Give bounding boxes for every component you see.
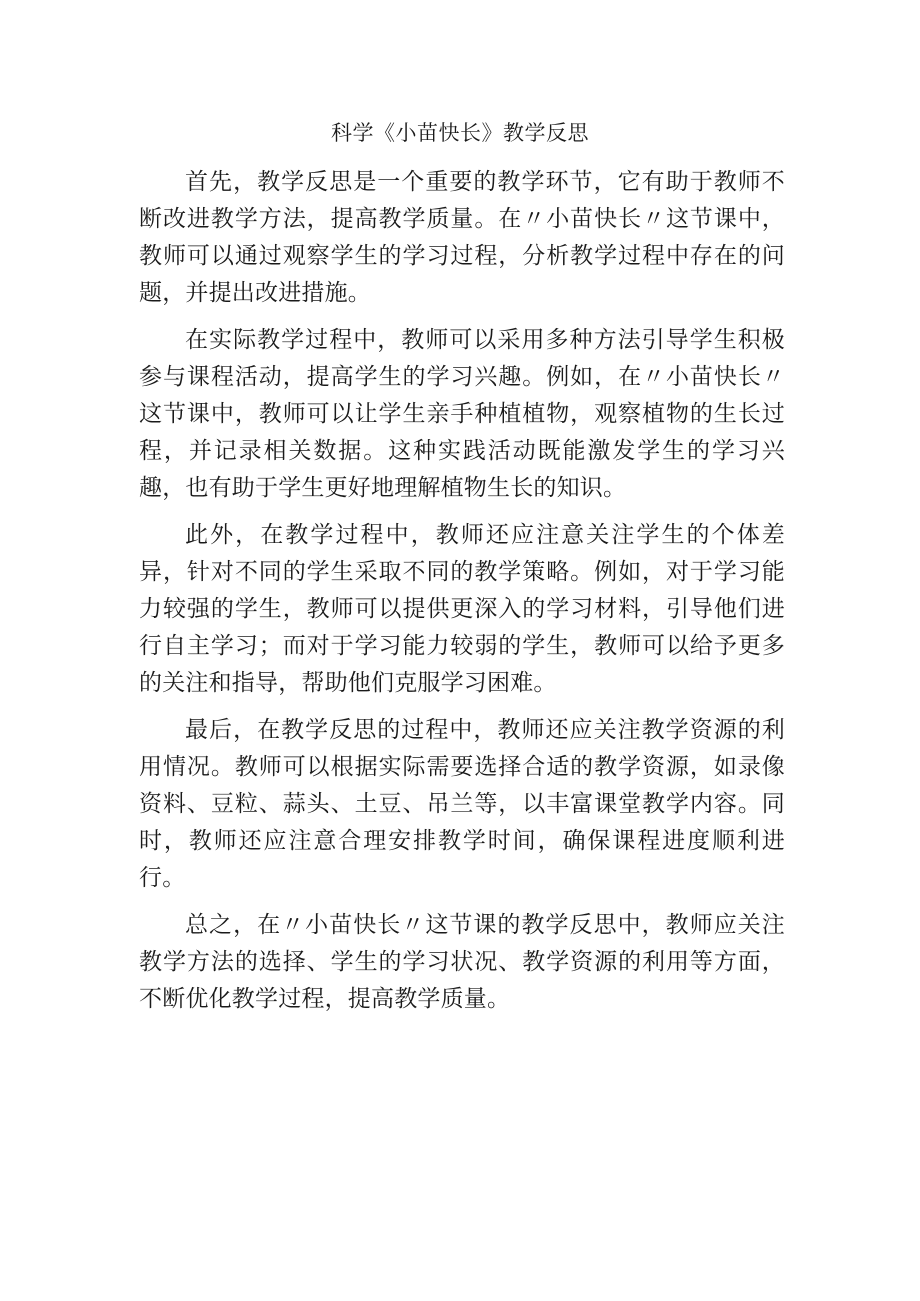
paragraph-1: 首先，教学反思是一个重要的教学环节，它有助于教师不断改进教学方法，提高教学质量。在〃小苗快长〃这节课中，教师可以通过观察学生的学习过程，分析教学过程中存在的问题，并提出改进措施。: [139, 169, 785, 306]
document-title: 科学《小苗快长》教学反思: [331, 121, 589, 145]
paragraph-2: 在实际教学过程中，教师可以采用多种方法引导学生积极参与课程活动，提高学生的学习兴趣。例如，在〃小苗快长〃这节课中，教师可以让学生亲手种植植物，观察植物的生长过程，并记录相关数据。这种实践活动既能激发学生的学习兴趣，也有助于学生更好地理解植物生长的知识。: [139, 327, 785, 501]
paragraph-4: 最后，在教学反思的过程中，教师还应关注教学资源的利用情况。教师可以根据实际需要选择合适的教学资源，如录像资料、豆粒、蒜头、土豆、吊兰等，以丰富课堂教学内容。同时，教师还应注意合理安排教学时间，确保课程进度顺利进行。: [139, 717, 785, 891]
paragraph-3: 此外，在教学过程中，教师还应注意关注学生的个体差异，针对不同的学生采取不同的教学策略。例如，对于学习能力较强的学生，教师可以提供更深入的学习材料，引导他们进行自主学习；而对于学习能力较弱的学生，教师可以给予更多的关注和指导，帮助他们克服学习困难。: [139, 522, 785, 696]
paragraph-5: 总之，在〃小苗快长〃这节课的教学反思中，教师应关注教学方法的选择、学生的学习状况、教学资源的利用等方面，不断优化教学过程，提高教学质量。: [139, 912, 785, 1012]
document-body: [139, 164, 785, 1028]
